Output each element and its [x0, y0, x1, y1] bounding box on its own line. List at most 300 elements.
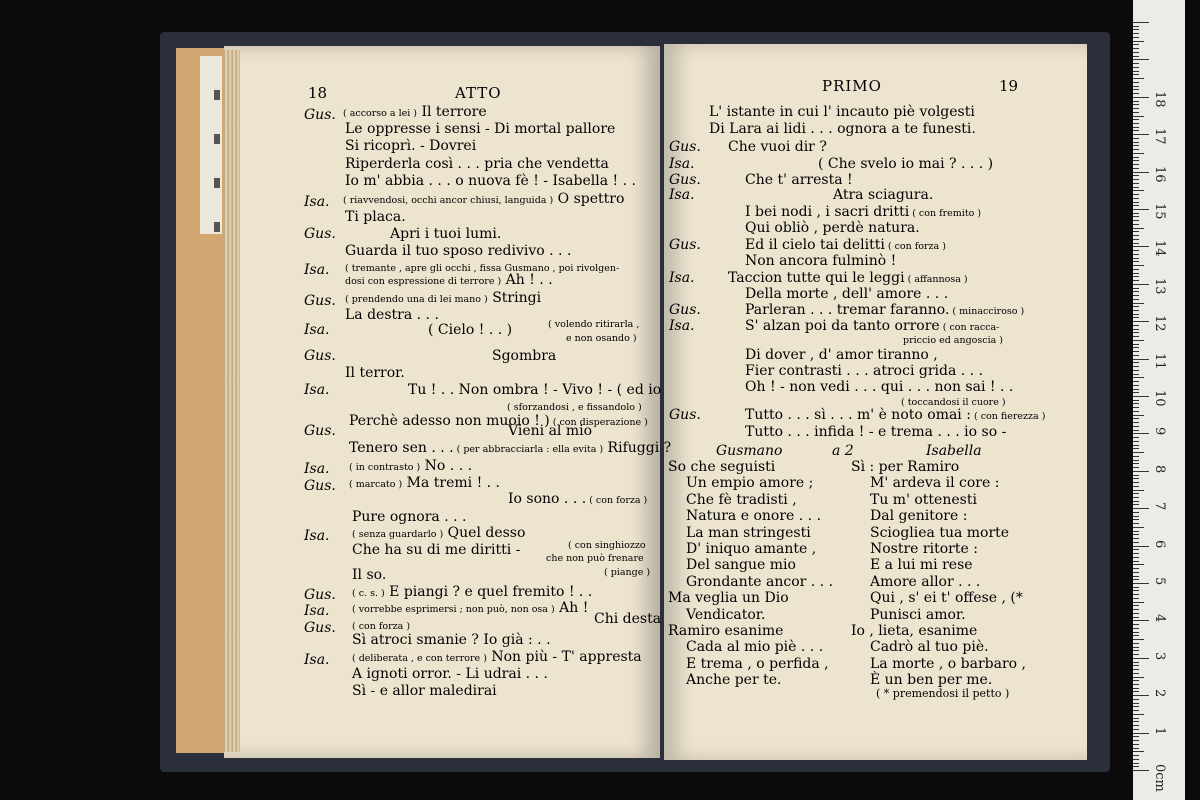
stage-direction: ( tremante , apre gli occhi , fissa Gusmano , poi rivolgen-: [345, 263, 620, 274]
ruler-tick: [1133, 576, 1139, 577]
ruler-tick: [1133, 33, 1139, 34]
stage-direction: ( piange ): [604, 567, 651, 578]
ruler-tick: [1133, 460, 1139, 461]
text-line: [352, 600, 588, 616]
ruler-tick: [1133, 127, 1139, 128]
ruler-tick: [1133, 605, 1139, 606]
ruler-tick: [1133, 710, 1139, 711]
ruler-tick: [1133, 725, 1139, 726]
verse-text: Della morte , dell' amore . . .: [745, 286, 949, 302]
ruler-tick: [1133, 389, 1139, 390]
ruler-tick: [1133, 546, 1149, 547]
verse-text: Quel desso: [443, 525, 526, 541]
verse-text: Oh ! - non vedi . . . qui . . . non sai ! . .: [745, 379, 1014, 395]
ruler-tick: [1133, 396, 1149, 397]
verse-text: Il terror.: [345, 365, 405, 381]
ruler-tick: [1133, 78, 1144, 79]
speaker-label: Isa.: [304, 382, 330, 398]
verse-text: Guarda il tuo sposo redivivo . . .: [345, 243, 572, 259]
ruler-tick: [1133, 590, 1139, 591]
speaker-label: Isa.: [304, 652, 330, 668]
ruler-tick: [1133, 280, 1139, 281]
verse-text: Tutto . . . infida ! - e trema . . . io so -: [745, 424, 1007, 440]
ruler-tick: [1133, 433, 1149, 434]
ruler-tick: [1133, 654, 1139, 655]
text-line: [507, 398, 642, 414]
ruler-tick: [1133, 310, 1139, 311]
stage-direction: ( con fierezza ): [970, 411, 1046, 422]
ruler-tick: [1133, 415, 1144, 416]
duet-title-left: Gusmano: [716, 443, 783, 459]
ruler-tick: [1133, 512, 1139, 513]
stage-direction: ( prendendo una di lei mano ): [345, 294, 488, 305]
ruler-label: 11: [1152, 352, 1167, 370]
ruler-tick: [1133, 101, 1139, 102]
ruler-tick: [1133, 216, 1139, 217]
ruler-tick: [1133, 467, 1139, 468]
ruler-tick: [1133, 344, 1139, 345]
verse-text: E piangi ? e quel fremito ! . .: [384, 584, 593, 600]
ruler-tick: [1133, 680, 1139, 681]
ruler-tick: [1133, 142, 1139, 143]
ruler-tick: [1133, 93, 1139, 94]
speaker-label: Gus.: [304, 107, 336, 123]
stage-direction: che non può frenare: [546, 553, 644, 564]
duet-right-line: Nostre ritorte :: [870, 541, 978, 557]
page-edges: [224, 50, 240, 752]
verse-text: Fier contrasti . . . atroci grida . . .: [745, 363, 984, 379]
ruler-tick: [1133, 37, 1139, 38]
ruler-tick: [1133, 347, 1139, 348]
ruler-tick: [1133, 673, 1139, 674]
verse-text: Che t' arresta !: [745, 172, 853, 188]
ruler-tick: [1133, 86, 1139, 87]
text-line: [343, 104, 487, 120]
ruler-tick: [1133, 175, 1139, 176]
ruler-tick: [1133, 231, 1139, 232]
verse-text: Riperderla così . . . pria che vendetta: [345, 156, 609, 172]
ruler-tick: [1133, 587, 1139, 588]
ruler-tick: [1133, 306, 1139, 307]
ruler-tick: [1133, 362, 1139, 363]
ruler-tick: [1133, 235, 1139, 236]
ruler-label: 6: [1152, 539, 1167, 548]
text-line: [345, 307, 439, 323]
verse-text: Tutto . . . sì . . . m' è noto omai :: [745, 407, 971, 423]
verse-text: Non ancora fulminò !: [745, 253, 897, 269]
duet-right-line: Cadrò al tuo piè.: [870, 639, 989, 656]
text-line: [745, 204, 981, 220]
ruler-tick: [1133, 149, 1139, 150]
ruler-tick: [1133, 108, 1139, 109]
verse-text: ( Cielo ! . . ): [428, 322, 513, 338]
ruler-tick: [1133, 82, 1139, 83]
ruler-tick: [1133, 647, 1139, 648]
stage-direction: ( vorrebbe esprimersi ; non può, non osa ): [352, 604, 555, 615]
ruler-tick: [1133, 598, 1139, 599]
speaker-label: Isa.: [669, 318, 695, 334]
measuring-ruler: [1133, 0, 1185, 800]
ruler-tick: [1133, 29, 1139, 30]
text-line: [508, 423, 592, 439]
ruler-tick: [1133, 209, 1149, 210]
ruler-tick: [1133, 542, 1139, 543]
ruler-label: 1: [1152, 726, 1167, 735]
text-line: [728, 270, 968, 286]
speaker-label: Isa.: [304, 603, 330, 619]
text-line: [709, 121, 976, 137]
ruler-tick: [1133, 452, 1144, 453]
ruler-tick: [1133, 134, 1149, 135]
duet-left-line: E trema , o perfida ,: [686, 655, 829, 672]
stage-direction: ( con racca-: [939, 322, 1000, 333]
ruler-tick: [1133, 620, 1149, 621]
ruler-tick: [1133, 374, 1139, 375]
duet-left-line: Che fè tradisti ,: [686, 491, 797, 508]
text-line: [345, 138, 476, 154]
text-line: [345, 209, 406, 225]
verse-text: Perchè adesso non muoio ! ): [349, 413, 550, 429]
duet-left-line: Cada al mio piè . . .: [686, 639, 824, 656]
stage-direction: ( con forza ): [586, 495, 648, 506]
ruler-tick: [1133, 228, 1144, 229]
ruler-tick: [1133, 411, 1139, 412]
text-line: [352, 666, 548, 682]
verse-text: Qui obliò , perdè natura.: [745, 220, 920, 236]
ruler-tick: [1133, 561, 1139, 562]
ruler-tick: [1133, 329, 1139, 330]
ruler-tick: [1133, 291, 1139, 292]
ruler-tick: [1133, 332, 1139, 333]
ruler-tick: [1133, 250, 1139, 251]
ruler-tick: [1133, 246, 1149, 247]
ruler-tick: [1133, 202, 1139, 203]
verse-text: Chi desta: [594, 611, 662, 627]
ruler-tick: [1133, 553, 1139, 554]
text-line: [604, 563, 650, 579]
stage-direction: ( affannosa ): [904, 274, 968, 285]
speaker-label: Isa.: [304, 194, 330, 210]
ruler-label: 0cm: [1152, 764, 1167, 792]
duet-right-line: È un ben per me.: [870, 672, 993, 689]
text-line: [428, 322, 512, 338]
text-line: [352, 683, 497, 699]
left-page-number: 18: [308, 84, 328, 102]
text-line: [745, 220, 920, 236]
ruler-tick: [1133, 243, 1139, 244]
ruler-tick: [1133, 258, 1139, 259]
ruler-tick: [1133, 695, 1149, 696]
stage-direction: ( per abbracciarla : ella evita ): [453, 444, 604, 455]
stage-direction: ( senza guardarlo ): [352, 529, 444, 540]
text-line: [745, 363, 983, 379]
ruler-tick: [1133, 478, 1139, 479]
ruler-label: 5: [1152, 577, 1167, 586]
stage-direction: e non osando ): [566, 333, 637, 344]
stage-direction: ( deliberata , e con terrore ): [352, 653, 487, 664]
ruler-tick: [1133, 430, 1139, 431]
ruler-tick: [1133, 706, 1139, 707]
ruler-tick: [1133, 579, 1139, 580]
ruler-tick: [1133, 325, 1139, 326]
ruler-tick: [1133, 534, 1139, 535]
speaker-label: Gus.: [669, 407, 701, 423]
text-line: [349, 458, 472, 474]
ruler-tick: [1133, 407, 1139, 408]
verse-text: Tu ! . . Non ombra ! - Vivo ! - ( ed io: [408, 382, 662, 398]
ruler-label: 18: [1152, 90, 1167, 108]
speaker-label: Gus.: [304, 587, 336, 603]
ruler-tick: [1133, 74, 1139, 75]
ruler-tick: [1133, 658, 1149, 659]
duet-right-line: Qui , s' ei t' offese , (*: [870, 590, 1023, 607]
text-line: [345, 243, 571, 259]
ruler-label: 12: [1152, 315, 1167, 332]
ruler-tick: [1133, 617, 1139, 618]
ruler-tick: [1133, 736, 1139, 737]
speaker-label: Isa.: [669, 270, 695, 286]
duet-left-line: La man stringesti: [686, 524, 811, 541]
ruler-label: 3: [1152, 651, 1167, 661]
verse-text: O spettro: [553, 191, 625, 207]
ruler-tick: [1133, 22, 1149, 23]
stage-direction: ( volendo ritirarla ,: [548, 319, 640, 330]
duet-left-line: Del sangue mio: [686, 557, 796, 574]
ruler-tick: [1133, 748, 1139, 749]
ruler-tick: [1133, 116, 1144, 117]
duet-left-line: Natura e onore . . .: [686, 508, 822, 525]
verse-text: Le oppresse i sensi - Di mortal pallore: [345, 121, 616, 137]
stage-direction: ( c. s. ): [352, 588, 385, 599]
page-tab-strip: [200, 56, 222, 234]
ruler-tick: [1133, 104, 1139, 105]
ruler-label: 17: [1152, 128, 1167, 145]
verse-text: Il terrore: [417, 104, 487, 120]
ruler-tick: [1133, 265, 1144, 266]
stage-direction: ( marcato ): [349, 479, 403, 490]
verse-text: I bei nodi , i sacri dritti: [745, 204, 910, 220]
verse-text: Vieni al mio: [508, 423, 593, 439]
duet-right-line: La morte , o barbaro ,: [870, 655, 1026, 672]
duet-right-line: E a lui mi rese: [870, 557, 973, 574]
verse-text: A ignoti orror. - Li udrai . . .: [352, 666, 548, 682]
ruler-tick: [1133, 172, 1149, 173]
text-line: [408, 382, 661, 398]
ruler-tick: [1133, 766, 1139, 767]
verse-text: Ti placa.: [345, 209, 406, 225]
ruler-tick: [1133, 366, 1139, 367]
ruler-tick: [1133, 130, 1139, 131]
text-line: [352, 525, 525, 541]
speaker-label: Gus.: [304, 423, 336, 439]
ruler-tick: [1133, 699, 1139, 700]
ruler-tick: [1133, 198, 1139, 199]
verse-text: Il so.: [352, 567, 387, 583]
ruler-tick: [1133, 370, 1139, 371]
speaker-label: Gus.: [304, 620, 336, 636]
ruler-label: 7: [1152, 502, 1167, 511]
ruler-tick: [1133, 609, 1139, 610]
ruler-tick: [1133, 351, 1139, 352]
text-line: [345, 290, 541, 306]
verse-text: Io sono . . .: [508, 491, 587, 507]
speaker-label: Gus.: [669, 302, 701, 318]
verse-text: Taccion tutte qui le leggi: [728, 270, 905, 286]
ruler-tick: [1133, 261, 1139, 262]
verse-text: Si ricoprì. - Dovrei: [345, 138, 477, 154]
text-line: [352, 617, 410, 633]
text-line: [352, 649, 642, 665]
text-line: [352, 632, 551, 648]
ruler-tick: [1133, 67, 1139, 68]
text-line: [745, 286, 948, 302]
ruler-tick: [1133, 557, 1139, 558]
verse-text: Di dover , d' amor tiranno ,: [745, 347, 938, 363]
verse-text: Ed il cielo tai delitti: [745, 237, 885, 253]
verse-text: Ah !: [554, 600, 589, 616]
duet-title-mid: a 2: [832, 443, 854, 459]
ruler-tick: [1133, 26, 1139, 27]
duet-right-line: Dal genitore :: [870, 508, 968, 525]
ruler-tick: [1133, 527, 1144, 528]
stage-direction: ( toccandosi il cuore ): [901, 397, 1006, 408]
ruler-tick: [1133, 340, 1144, 341]
text-line: [345, 121, 615, 137]
text-line: [352, 542, 520, 558]
ruler-tick: [1133, 355, 1139, 356]
left-page-heading: ATTO: [455, 84, 502, 102]
ruler-tick: [1133, 684, 1139, 685]
ruler-tick: [1133, 665, 1139, 666]
text-line: [352, 509, 466, 525]
duet-right-line: Punisci amor.: [870, 606, 966, 623]
stage-direction: dosi con espressione di terrore ): [345, 276, 502, 287]
speaker-label: Isa.: [304, 461, 330, 477]
speaker-label: Gus.: [304, 478, 336, 494]
ruler-tick: [1133, 288, 1139, 289]
verse-text: L' istante in cui l' incauto piè volgesti: [709, 104, 975, 120]
stage-direction: ( in contrasto ): [349, 462, 421, 473]
ruler-tick: [1133, 59, 1149, 60]
verse-text: Ah ! . .: [501, 272, 553, 288]
verse-text: No . . .: [420, 458, 473, 474]
ruler-tick: [1133, 157, 1139, 158]
ruler-tick: [1133, 744, 1139, 745]
ruler-tick: [1133, 549, 1139, 550]
stage-direction: ( con fremito ): [909, 208, 982, 219]
ruler-tick: [1133, 317, 1139, 318]
ruler-tick: [1133, 437, 1139, 438]
text-line: [745, 347, 938, 363]
ruler-tick: [1133, 613, 1139, 614]
text-line: [594, 611, 661, 627]
ruler-tick: [1133, 392, 1139, 393]
ruler-tick: [1133, 523, 1139, 524]
duet-left-line: Vendicator.: [686, 606, 766, 623]
text-line: [745, 407, 1045, 423]
right-page-heading: PRIMO: [822, 77, 882, 95]
ruler-tick: [1133, 770, 1149, 771]
ruler-tick: [1133, 471, 1149, 472]
duet-right-line: Sì : per Ramiro: [851, 459, 960, 475]
ruler-tick: [1133, 71, 1139, 72]
verse-text: Atra sciagura.: [833, 187, 934, 203]
ruler-tick: [1133, 269, 1139, 270]
ruler-tick: [1133, 475, 1139, 476]
ruler-tick: [1133, 123, 1139, 124]
verse-text: Apri i tuoi lumi.: [390, 226, 502, 242]
speaker-label: Gus.: [304, 348, 336, 364]
ruler-tick: [1133, 493, 1139, 494]
duet-left-line: Ramiro esanime: [668, 623, 784, 639]
text-line: [745, 237, 946, 253]
ruler-tick: [1133, 501, 1139, 502]
ruler-tick: [1133, 276, 1139, 277]
ruler-tick: [1133, 377, 1144, 378]
ruler-tick: [1133, 662, 1139, 663]
text-line: [745, 253, 896, 269]
text-line: [349, 475, 500, 491]
text-line: [345, 173, 636, 189]
ruler-tick: [1133, 714, 1144, 715]
ruler-tick: [1133, 564, 1144, 565]
ruler-tick: [1133, 403, 1139, 404]
ruler-tick: [1133, 751, 1144, 752]
verse-text: ( Che svelo io mai ? . . . ): [818, 156, 994, 172]
ruler-tick: [1133, 153, 1144, 154]
text-line: [345, 365, 405, 381]
ruler-tick: [1133, 303, 1144, 304]
text-line: [349, 413, 648, 429]
text-line: [833, 187, 933, 203]
verse-text: Io m' abbia . . . o nuova fè ! - Isabella ! . .: [345, 173, 636, 189]
ruler-tick: [1133, 220, 1139, 221]
duet-left-line: Grondante ancor . . .: [686, 573, 834, 590]
duet-right-line: Amore allor . . .: [870, 573, 981, 590]
verse-text: Che ha su di me diritti -: [352, 542, 521, 558]
speaker-label: Gus.: [669, 172, 701, 188]
ruler-tick: [1133, 635, 1139, 636]
duet-title-right: Isabella: [926, 443, 982, 459]
ruler-tick: [1133, 516, 1139, 517]
verse-text: Sì atroci smanie ? Io già : . .: [352, 632, 551, 648]
ruler-tick: [1133, 41, 1144, 42]
ruler-tick: [1133, 97, 1149, 98]
ruler-tick: [1133, 213, 1139, 214]
text-line: [343, 191, 624, 207]
ruler-tick: [1133, 677, 1144, 678]
ruler-tick: [1133, 463, 1139, 464]
ruler-tick: [1133, 568, 1139, 569]
ruler-tick: [1133, 572, 1139, 573]
text-line: [566, 329, 637, 345]
duet-right-line: M' ardeva il core :: [870, 475, 1000, 492]
speaker-label: Isa.: [669, 187, 695, 203]
stage-direction: priccio ed angoscia ): [903, 335, 1004, 346]
stage-direction: ( con disperazione ): [549, 417, 648, 428]
ruler-tick: [1133, 190, 1144, 191]
ruler-tick: [1133, 755, 1139, 756]
verse-text: Sì - e allor maledirai: [352, 683, 497, 699]
stage-direction: ( con forza ): [352, 621, 411, 632]
ruler-tick: [1133, 400, 1139, 401]
verse-text: S' alzan poi da tanto orrore: [745, 318, 940, 334]
text-line: [745, 424, 1006, 440]
verse-text: Sgombra: [492, 348, 557, 364]
ruler-label: 2: [1152, 689, 1167, 698]
ruler-tick: [1133, 628, 1139, 629]
ruler-tick: [1133, 445, 1139, 446]
